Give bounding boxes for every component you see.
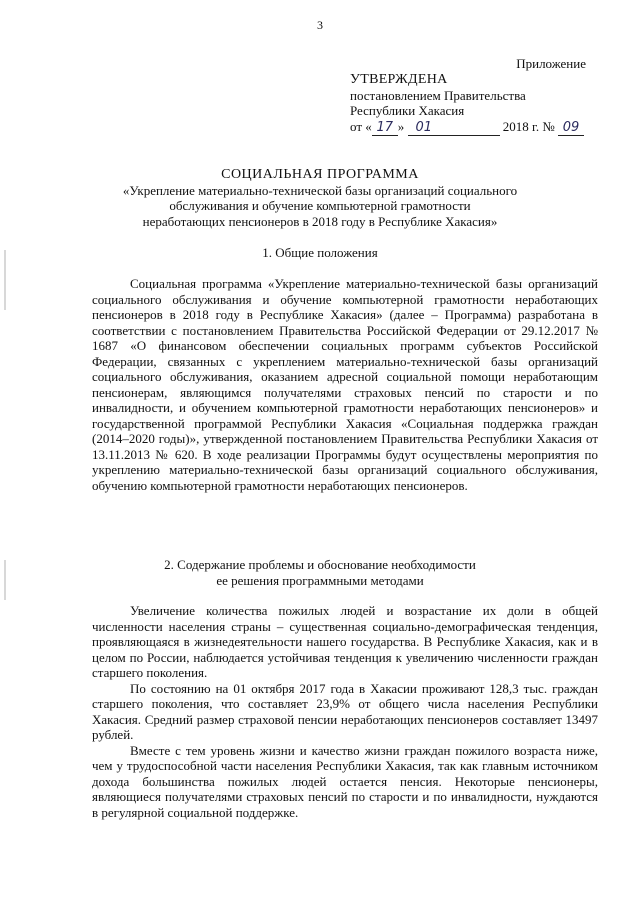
section-2-heading-line-1: 2. Содержание проблемы и обоснование необходимости [164,557,476,572]
handwritten-decree-number: 09 [558,120,584,137]
handwritten-month: 01 [408,120,500,137]
approval-block [350,72,584,136]
section-1-paragraph: Социальная программа «Укрепление материально-технической базы организаций социального обслуживания и обучение компьютерной грамотности неработающих пенсионеров в 2018 году в Республике Хакасия» (далее – Программа) разработана в соответствии с постановлением Правительства Российской Федерации от 29.12.2017 № 1687 «О финансовом обеспечении социальных программ субъектов Российской Федерации, связанных с укреплением материально-технической базы организаций социального обслуживания, оказанием адресной социальной помощи неработающим пенсионерам, являющимся получателями страховых пенсий по старости и по инвалидности, и обучением компьютерной грамотности неработающих пенсионеров» и государственной программой Республики Хакасия «Социальная поддержка граждан (2014–2020 годы)», утвержденной постановлением Правительства Республики Хакасия от 13.11.2013 № 620. В ходе реализации Программы будут осуществлены мероприятия по укреплению материально-технической базы организаций социального обслуживания, обучению компьютерной грамотности неработающих пенсионеров. [92,276,598,493]
section-2-paragraph-1: Увеличение количества пожилых людей и возрастание их доли в общей численности населения страны – существенная социально-демографическая тенденция, проявляющаяся в жизнедеятельности нашего государства. В Республике Хакасия, как и в целом по России, наблюдается устойчивая тенденция к увеличению численности граждан старшего поколения. [92,603,598,680]
section-2-heading-line-2: ее решения программными методами [216,572,424,588]
page-number: 3 [317,18,323,32]
program-title-block [0,167,640,229]
program-subtitle-line-2: обслуживания и обучение компьютерной грамотности [169,198,471,213]
section-2-heading [0,557,640,588]
date-mid: » [397,118,405,134]
approved-label: УТВЕРЖДЕНА [350,72,448,87]
decree-line-1: постановлением Правительства [350,87,526,103]
section-2-body [92,603,598,820]
decree-line-2: Республики Хакасия [350,103,465,118]
appendix-label: Приложение [516,56,586,71]
program-subtitle-line-3: неработающих пенсионеров в 2018 году в Республике Хакасия» [142,213,498,229]
section-2-paragraph-2: По состоянию на 01 октября 2017 года в Хакасии проживают 128,3 тыс. граждан старшего поколения, что составляет 23,9% от общего числа населения Республики Хакасия. Средний размер страховой пенсии неработающих пенсионеров составляет 13497 рублей. [92,680,598,742]
program-title: СОЦИАЛЬНАЯ ПРОГРАММА [221,167,419,182]
handwritten-day: 17 [372,120,398,137]
section-1-heading: 1. Общие положения [262,245,378,260]
date-year: 2018 г. № [499,118,555,134]
decree-date-line [350,119,584,137]
section-1-body [92,276,598,493]
program-subtitle-line-1: «Укрепление материально-технической базы организаций социального [122,182,518,198]
section-2-paragraph-3: Вместе с тем уровень жизни и качество жизни граждан пожилого возраста ниже, чем у трудоспособной части населения Республики Хакасия, так как главным источником дохода большинства пожилых людей остается пенсия. Некоторые пенсионеры, являющиеся получателями страховых пенсий по старости и по инвалидности, нуждаются в регулярной социальной поддержке. [92,742,598,820]
date-prefix: от « [350,118,372,134]
